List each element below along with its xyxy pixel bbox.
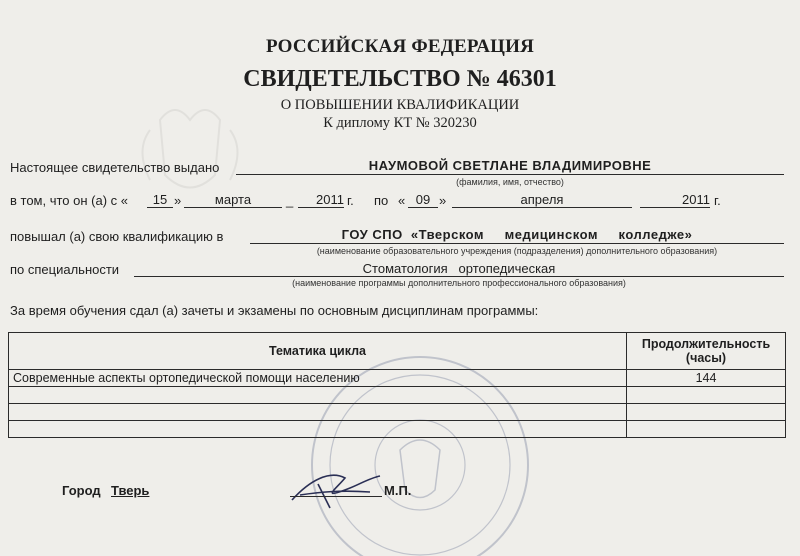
exams-intro: За время обучения сдал (а) зачеты и экзамены по основным дисциплинам программы:: [10, 303, 539, 318]
city-label: Город: [62, 483, 101, 498]
specialty-name: Стоматология ортопедическая: [362, 261, 556, 276]
row-hours: [627, 404, 786, 421]
country-heading: РОССИЙСКАЯ ФЕДЕРАЦИЯ: [265, 36, 535, 57]
header-duration: Продолжительность (часы): [627, 333, 786, 370]
start-month: марта: [184, 192, 282, 208]
table-row: [9, 404, 786, 421]
table-row: [9, 387, 786, 404]
issued-to-caption: (фамилия, имя, отчество): [456, 177, 564, 187]
start-day: 15: [147, 192, 173, 208]
table-header-row: [9, 333, 786, 370]
dates-prefix: в том, что он (а) с «: [10, 193, 129, 208]
issued-to-name: НАУМОВОЙ СВЕТЛАНЕ ВЛАДИМИРОВНЕ: [368, 158, 652, 173]
institution-caption: (наименование образовательного учреждения (подразделения) дополнительного образования): [316, 246, 718, 256]
certificate-subtitle: О ПОВЫШЕНИИ КВАЛИФИКАЦИИ: [280, 97, 520, 113]
end-day-close-quote: »: [439, 193, 447, 208]
specialty-label: по специальности: [10, 262, 120, 277]
signature-line: [290, 496, 382, 497]
row-topic: Современные аспекты ортопедической помощи населению: [9, 370, 627, 387]
table-row: [9, 421, 786, 438]
end-year-suffix: г.: [714, 193, 721, 208]
signature-mark: [292, 475, 380, 508]
dates-to: по: [374, 193, 389, 208]
row-topic: [9, 421, 627, 438]
header-topic: Тематика цикла: [9, 333, 627, 370]
seal-label: М.П.: [384, 483, 412, 498]
specialty-line: [134, 261, 784, 277]
end-year: 2011: [640, 192, 710, 208]
end-day: 09: [408, 192, 438, 208]
row-hours: [627, 421, 786, 438]
start-year: 2011: [298, 192, 344, 208]
issued-to-label: Настоящее свидетельство выдано: [10, 160, 220, 175]
issued-to-line: [236, 158, 784, 175]
institution-line: [250, 227, 784, 244]
institution-label: повышал (а) свою квалификацию в: [10, 229, 224, 244]
start-year-suffix: г.: [347, 193, 354, 208]
row-hours: 144: [627, 370, 786, 387]
end-day-open-quote: «: [398, 193, 406, 208]
row-topic: [9, 404, 627, 421]
specialty-caption: (наименование программы дополнительного профессионального образования): [292, 278, 626, 288]
end-month: апреля: [452, 192, 632, 208]
cycles-table: [8, 332, 786, 438]
city-value: Тверь: [111, 483, 150, 498]
row-hours: [627, 387, 786, 404]
start-dash: _: [286, 193, 294, 208]
institution-name: ГОУ СПО «Тверском медицинском колледже»: [341, 227, 693, 242]
diploma-reference: К диплому КТ № 320230: [323, 115, 477, 131]
start-day-close-quote: »: [174, 193, 182, 208]
row-topic: [9, 387, 627, 404]
certificate-title: СВИДЕТЕЛЬСТВО № 46301: [243, 66, 557, 92]
table-row: [9, 370, 786, 387]
